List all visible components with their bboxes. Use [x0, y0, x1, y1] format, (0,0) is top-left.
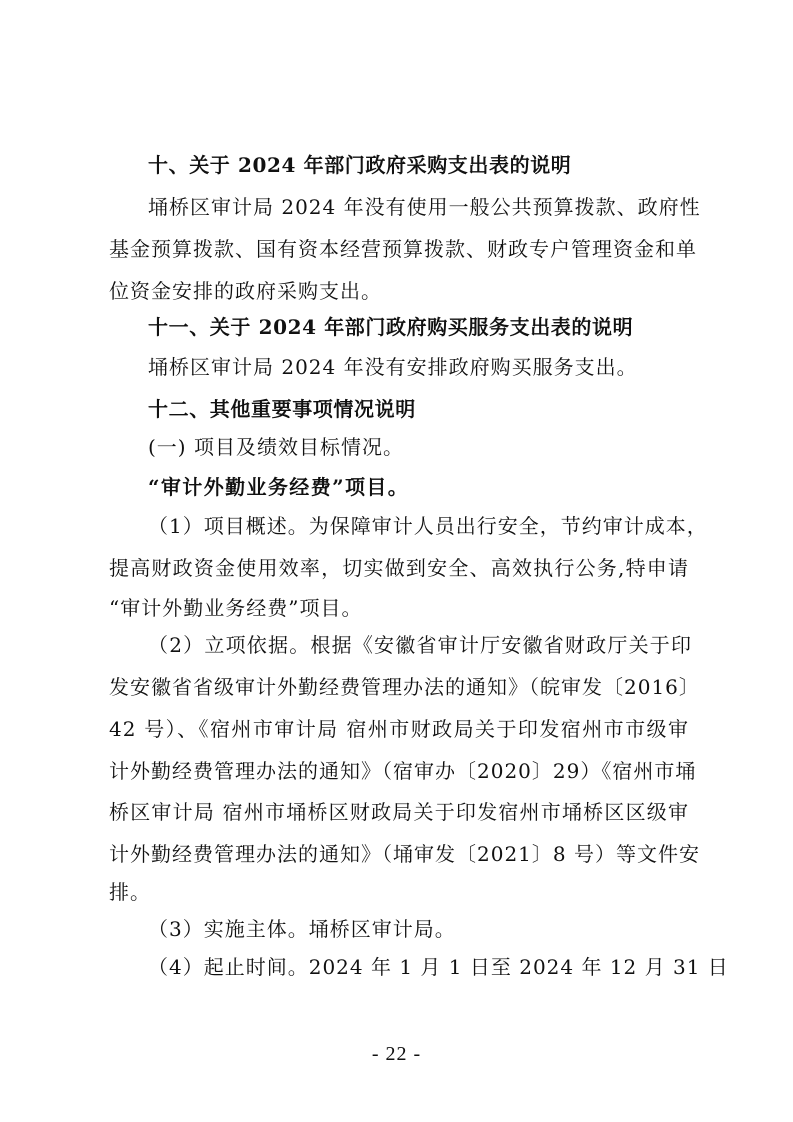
implementing-subject: （3）实施主体。埇桥区审计局。 [148, 917, 456, 941]
section-11-heading: 十一、关于 2024 年部门政府购买服务支出表的说明 [148, 315, 634, 339]
section-12-subheading-1: (一) 项目及绩效目标情况。 [148, 435, 404, 459]
overview-line-1: （1）项目概述。为保障审计人员出行安全，节约审计成本， [148, 514, 708, 538]
basis-line-2: 发安徽省省级审计外勤经费管理办法的通知》（皖审发〔2016〕 [109, 675, 700, 699]
basis-line-1: （2）立项依据。根据《安徽省审计厅安徽省财政厅关于印 [148, 633, 692, 657]
overview-line-2: 提高财政资金使用效率，切实做到安全、高效执行公务,特申请 [109, 556, 689, 580]
section-11-paragraph-line-1: 埇桥区审计局 2024 年没有安排政府购买服务支出。 [148, 355, 638, 379]
basis-line-7: 排。 [109, 880, 151, 904]
overview-line-3: “审计外勤业务经费”项目。 [109, 596, 363, 620]
section-10-paragraph-line-2: 基金预算拨款、国有资本经营预算拨款、财政专户管理资金和单 [109, 237, 697, 261]
project-title: “审计外勤业务经费”项目。 [148, 475, 410, 499]
section-10-paragraph-line-3: 位资金安排的政府采购支出。 [109, 279, 382, 303]
basis-line-4: 计外勤经费管理办法的通知》（宿审办〔2020〕29）《宿州市埇 [109, 759, 697, 783]
basis-line-5: 桥区审计局 宿州市埇桥区财政局关于印发宿州市埇桥区区级审 [109, 800, 689, 824]
project-period: （4）起止时间。2024 年 1 月 1 日至 2024 年 12 月 31 日 [148, 955, 729, 979]
page-number: - 22 - [371, 1043, 422, 1065]
section-12-heading: 十二、其他重要事项情况说明 [148, 397, 416, 421]
basis-line-3: 42 号）、《宿州市审计局 宿州市财政局关于印发宿州市市级审 [109, 717, 689, 741]
basis-line-6: 计外勤经费管理办法的通知》（埇审发〔2021〕8 号）等文件安 [109, 842, 700, 866]
section-10-paragraph-line-1: 埇桥区审计局 2024 年没有使用一般公共预算拨款、政府性 [148, 195, 701, 219]
section-10-heading: 十、关于 2024 年部门政府采购支出表的说明 [148, 153, 572, 177]
